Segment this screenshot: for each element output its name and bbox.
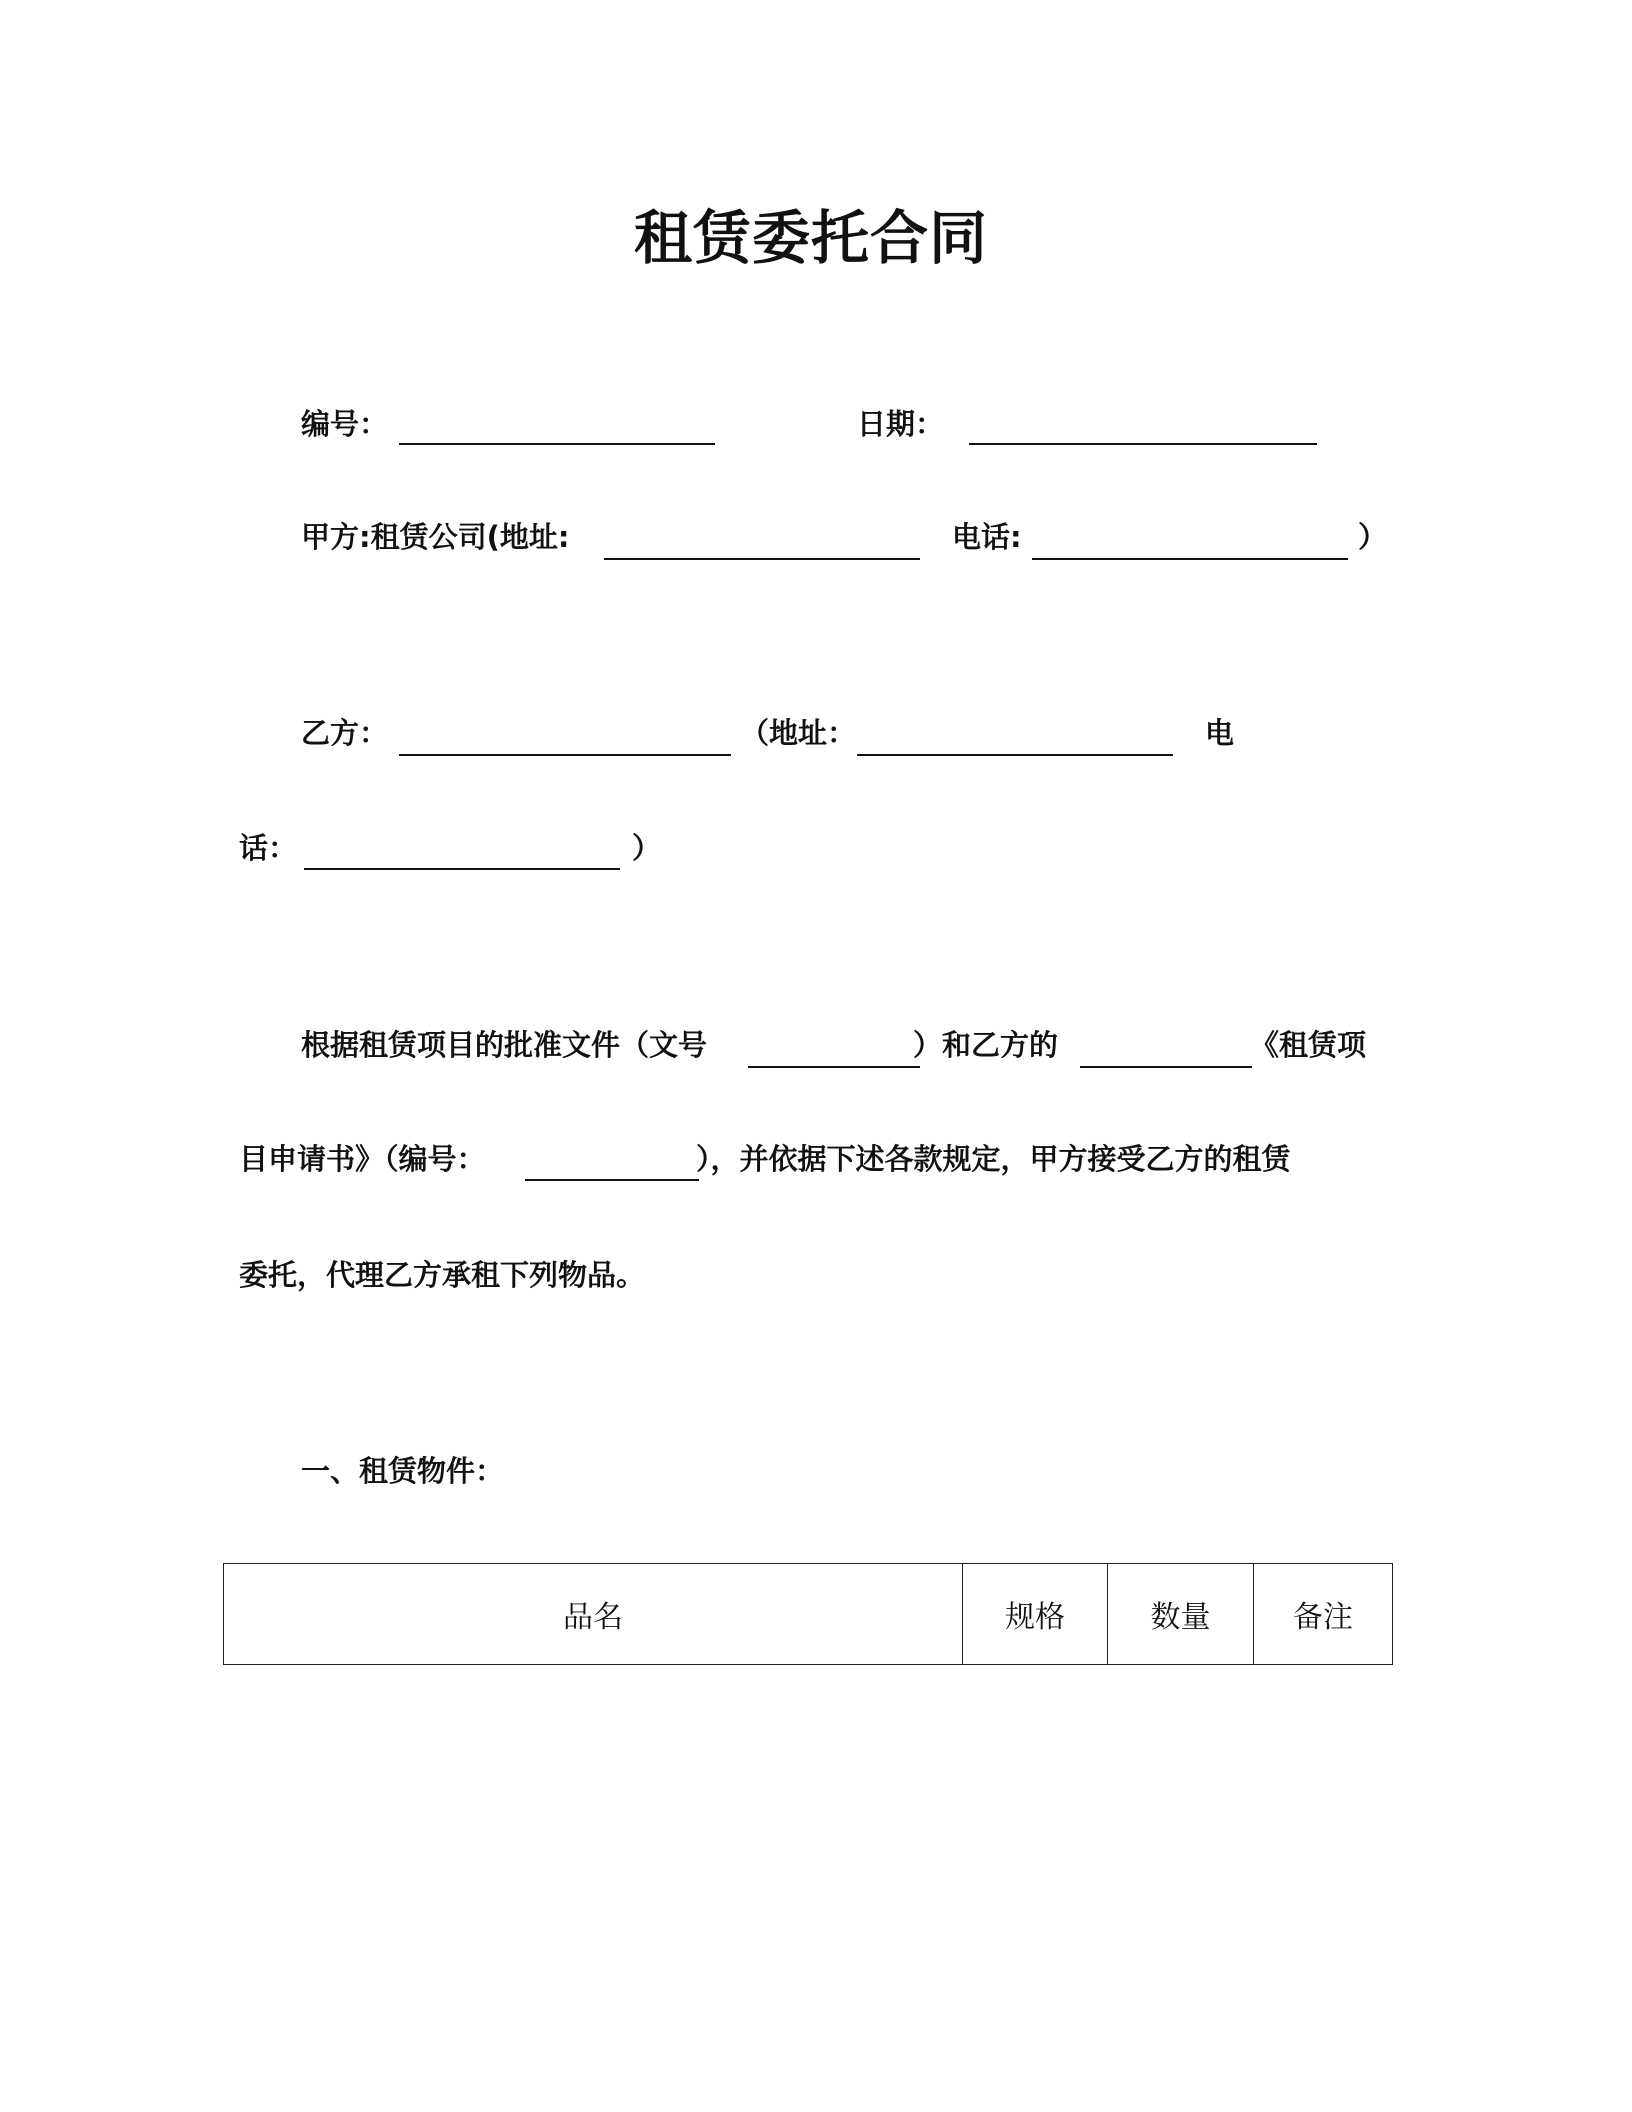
application-line[interactable]: [1080, 1066, 1252, 1068]
number-label: 编号：: [301, 407, 389, 441]
party-b-phone-label-part1: 电: [1205, 716, 1235, 750]
date-field-line[interactable]: [969, 443, 1317, 445]
close-paren: ）: [1358, 520, 1388, 554]
date-label: 日期：: [857, 407, 945, 441]
document-title: 租赁委托合同: [633, 204, 988, 272]
header-remarks: 备注: [1254, 1564, 1393, 1665]
application-number-line[interactable]: [525, 1179, 699, 1181]
party-a-phone-label: 电话:: [952, 520, 1022, 554]
section-heading: 一、租赁物件：: [301, 1454, 505, 1488]
party-a-label: 甲方:租赁公司(地址:: [301, 520, 570, 554]
rental-items-table: [223, 1563, 1393, 1665]
table-header-row: [224, 1564, 1393, 1665]
party-a-address-line[interactable]: [604, 558, 920, 560]
paragraph-text: 《租赁项: [1250, 1028, 1367, 1062]
paragraph-text: ）和乙方的: [913, 1028, 1059, 1062]
number-field-line[interactable]: [399, 443, 715, 445]
party-b-name-line[interactable]: [399, 754, 731, 756]
party-b-phone-label-part2: 话：: [239, 831, 298, 865]
header-specification: 规格: [963, 1564, 1108, 1665]
paragraph-text: 目申请书》（编号：: [239, 1142, 486, 1176]
party-b-address-line[interactable]: [857, 754, 1173, 756]
party-a-phone-line[interactable]: [1032, 558, 1348, 560]
close-paren: ）: [632, 831, 662, 865]
header-quantity: 数量: [1108, 1564, 1254, 1665]
document-number-line[interactable]: [748, 1066, 920, 1068]
paragraph-text: 根据租赁项目的批准文件（文号: [301, 1028, 708, 1062]
paragraph-text: ），并依据下述各款规定，甲方接受乙方的租赁: [696, 1142, 1291, 1176]
party-b-address-label: （地址：: [740, 716, 857, 750]
paragraph-text: 委托，代理乙方承租下列物品。: [239, 1258, 646, 1292]
header-item-name: 品名: [224, 1564, 963, 1665]
party-b-label: 乙方：: [301, 716, 389, 750]
party-b-phone-line[interactable]: [304, 868, 620, 870]
